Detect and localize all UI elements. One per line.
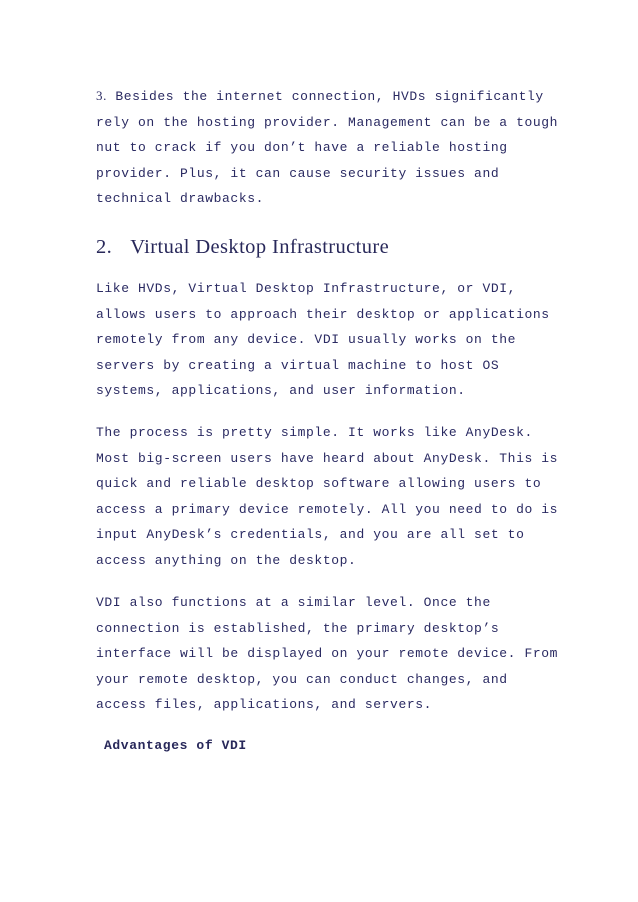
section-title: Virtual Desktop Infrastructure	[130, 236, 390, 258]
intro-paragraph-text: Besides the internet connection, HVDs significantly rely on the hosting provider. Management can be a tough nut to crack if you don’t have a reliable hosting provider. Plus, it can cause security issues and technical drawbacks.	[96, 89, 559, 207]
section-heading	[96, 236, 389, 259]
list-number: 3.	[96, 88, 107, 103]
section-number: 2.	[96, 236, 113, 258]
body-paragraph-3: VDI also functions at a similar level. Once the connection is established, the primary desktop’s interface will be displayed on your remote device. From your remote desktop, you can conduct changes, and access files, applications, and servers.	[96, 595, 559, 713]
body-paragraph-2: The process is pretty simple. It works like AnyDesk. Most big-screen users have heard about AnyDesk. This is quick and reliable desktop software allowing users to access a primary device remotely. All you need to do is input AnyDesk’s credentials, and you are all set to access anything on the desktop.	[96, 425, 559, 568]
body-paragraph-1: Like HVDs, Virtual Desktop Infrastructure, or VDI, allows users to approach their desktop or applications remotely from any device. VDI usually works on the servers by creating a virtual machine to host OS systems, applications, and user information.	[96, 281, 550, 399]
intro-paragraph	[96, 83, 558, 212]
subheading-advantages: Advantages of VDI	[104, 738, 247, 753]
